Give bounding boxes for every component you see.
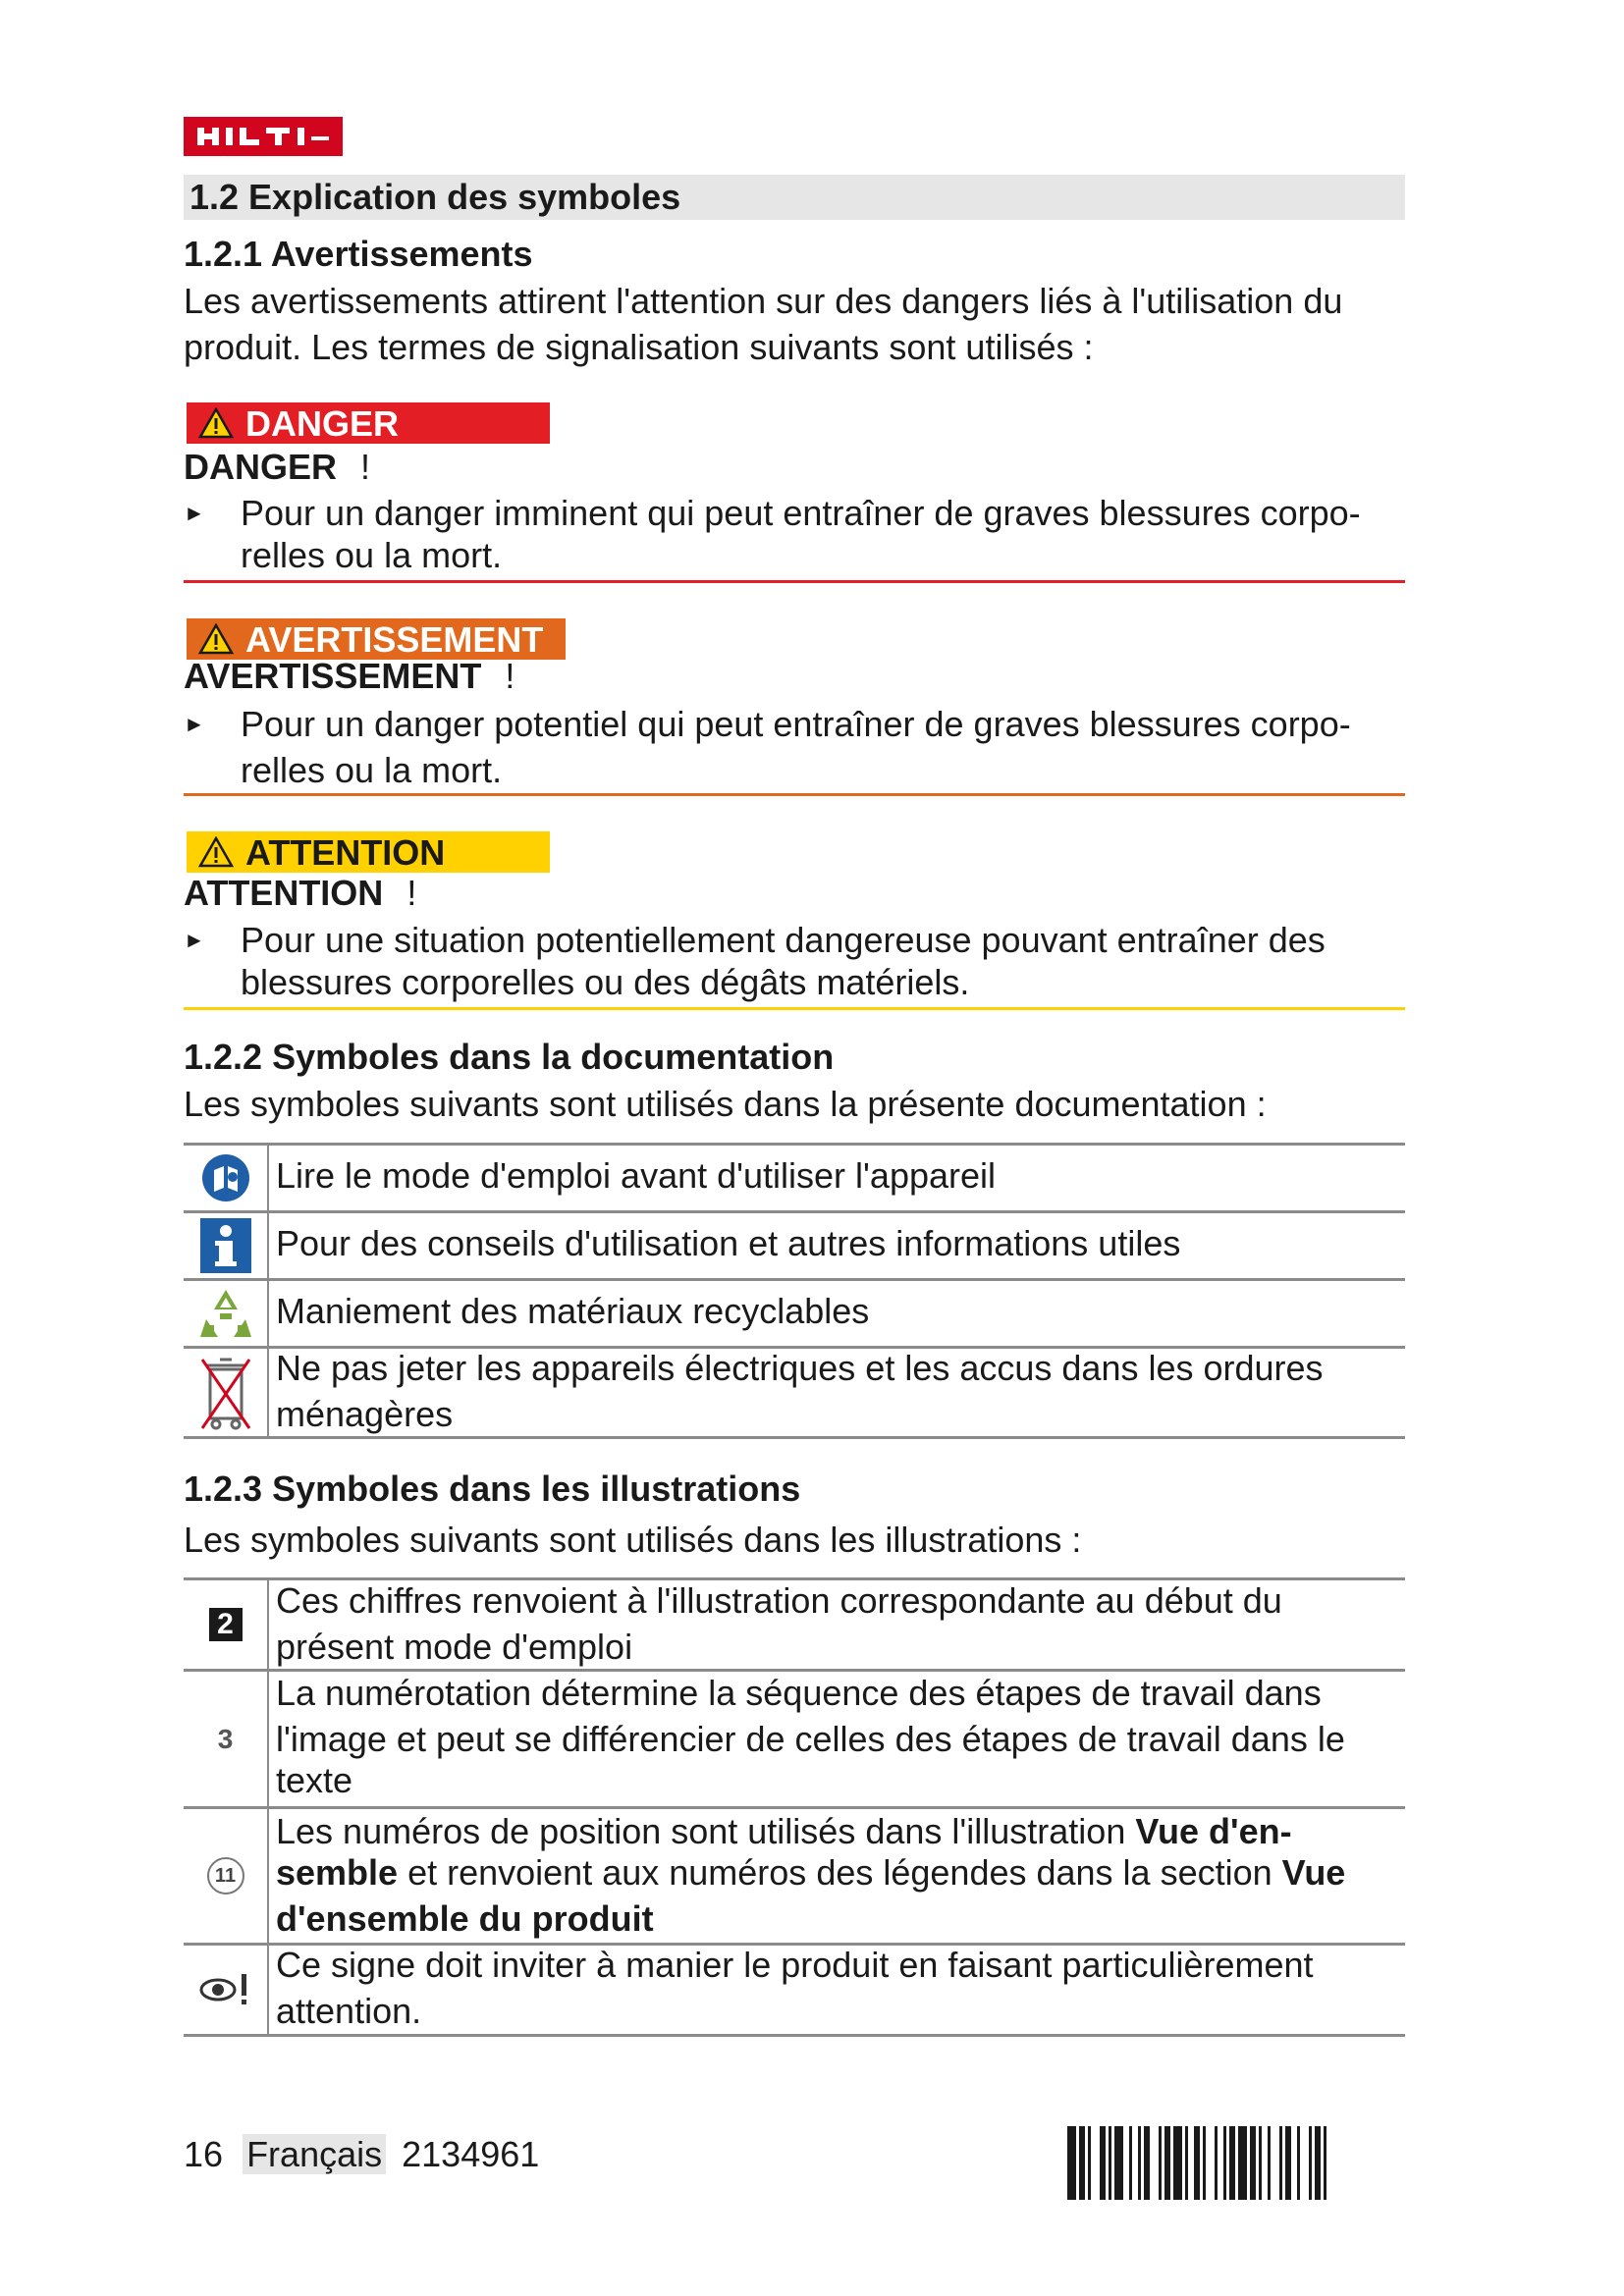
caution-heading <box>184 870 416 916</box>
table-rule <box>184 1278 1405 1281</box>
illustrations-intro: Les symboles suivants sont utilisés dans les illustrations : <box>184 1520 1082 1560</box>
table-rule <box>184 1143 1405 1146</box>
caution-text-line-2: blessures corporelles ou des dégâts matériels. <box>241 962 970 1002</box>
warning-divider <box>184 793 1405 796</box>
info-icon <box>184 1213 267 1278</box>
page-number: 16 <box>184 2134 224 2174</box>
warning-text-line-1: Pour un danger potentiel qui peut entraîner de graves blessures corpo- <box>241 704 1351 744</box>
text-run: Les numéros de position sont utilisés dans l'illustration <box>276 1811 1136 1851</box>
caution-text-line-1: Pour une situation potentiellement dangereuse pouvant entraîner des <box>241 920 1326 960</box>
eye-attention-icon <box>184 1946 267 2034</box>
documentation-row-text: Maniement des matériaux recyclables <box>276 1291 870 1331</box>
warning-triangle-icon <box>187 402 245 444</box>
bullet-arrow-icon: ► <box>184 928 205 952</box>
caution-heading-mark: ! <box>406 873 417 913</box>
illustration-row-text: attention. <box>276 1991 422 2031</box>
illustration-row-text <box>276 1849 1345 1896</box>
table-rule <box>184 2034 1405 2037</box>
caution-label <box>187 831 550 873</box>
warning-text-line-2: relles ou la mort. <box>241 750 503 790</box>
text-run-bold: Vue d'en- <box>1135 1811 1292 1851</box>
illustration-row-text: présent mode d'emploi <box>276 1627 633 1667</box>
text-run-bold: Vue <box>1281 1852 1346 1893</box>
text-run: et renvoient aux numéros des légendes dans la section <box>398 1852 1282 1893</box>
recycle-icon <box>184 1281 267 1346</box>
bullet-arrow-icon: ► <box>184 712 205 736</box>
documentation-row-text: Ne pas jeter les appareils électriques et les accus dans les ordures <box>276 1348 1324 1388</box>
illustration-row-text: texte <box>276 1760 353 1800</box>
step-number: 3 <box>217 1723 234 1754</box>
position-number-symbol <box>184 1809 267 1943</box>
warnings-intro-line-1: Les avertissements attirent l'attention sur des dangers liés à l'utilisation du <box>184 281 1343 321</box>
danger-text-line-2: relles ou la mort. <box>241 535 503 575</box>
warning-heading <box>184 653 514 699</box>
step-number-symbol <box>184 1672 267 1806</box>
warning-heading-mark: ! <box>505 656 515 696</box>
illustration-row-text: Ces chiffres renvoient à l'illustration correspondante au début du <box>276 1580 1282 1621</box>
illustration-row-text <box>276 1808 1292 1854</box>
figure-number-badge: 2 <box>209 1608 243 1641</box>
bullet-arrow-icon: ► <box>184 501 205 525</box>
illustration-row-text: d'ensemble du produit <box>276 1898 654 1939</box>
danger-heading <box>184 444 370 490</box>
illustrations-title: 1.2.3 Symboles dans les illustrations <box>184 1468 801 1509</box>
crossed-bin-icon <box>184 1349 267 1436</box>
danger-text-line-1: Pour un danger imminent qui peut entraîner de graves blessures corpo- <box>241 493 1361 533</box>
documentation-title: 1.2.2 Symboles dans la documentation <box>184 1037 835 1077</box>
warning-label-text: AVERTISSEMENT <box>245 618 544 660</box>
table-column-divider <box>267 1143 269 1439</box>
warning-heading-text: AVERTISSEMENT <box>184 656 482 696</box>
illustration-row-text: l'image et peut se différencier de celles des étapes de travail dans le <box>276 1719 1345 1759</box>
danger-divider <box>184 580 1405 583</box>
position-number-badge: 11 <box>207 1857 244 1895</box>
caution-divider <box>184 1007 1405 1010</box>
danger-heading-mark: ! <box>360 447 371 487</box>
page-footer <box>184 2131 539 2177</box>
read-manual-icon <box>184 1146 267 1210</box>
danger-heading-text: DANGER <box>184 447 338 487</box>
figure-number-symbol <box>184 1580 267 1669</box>
documentation-row-text: ménagères <box>276 1394 454 1434</box>
warning-triangle-icon <box>187 831 245 873</box>
table-rule <box>184 1210 1405 1213</box>
documentation-row-text: Pour des conseils d'utilisation et autres informations utiles <box>276 1223 1181 1263</box>
documentation-intro: Les symboles suivants sont utilisés dans la présente documentation : <box>184 1084 1267 1124</box>
section-title: 1.2 Explication des symboles <box>184 175 1405 220</box>
caution-heading-text: ATTENTION <box>184 873 384 913</box>
hilti-logo <box>184 117 343 156</box>
table-column-divider <box>267 1577 269 2036</box>
danger-label-text: DANGER <box>245 402 400 444</box>
danger-label <box>187 402 550 444</box>
illustration-row-text: Ce signe doit inviter à manier le produit en faisant particulièrement <box>276 1945 1314 1985</box>
footer-language: Français <box>243 2134 386 2174</box>
illustration-row-text: La numérotation détermine la séquence des étapes de travail dans <box>276 1673 1322 1713</box>
barcode <box>1067 2126 1404 2200</box>
caution-label-text: ATTENTION <box>245 831 446 873</box>
warnings-intro-line-2: produit. Les termes de signalisation suivants sont utilisés : <box>184 327 1094 367</box>
text-run-bold: semble <box>276 1852 399 1893</box>
documentation-row-text: Lire le mode d'emploi avant d'utiliser l'appareil <box>276 1155 997 1196</box>
warnings-title: 1.2.1 Avertissements <box>184 234 533 274</box>
footer-doc-number: 2134961 <box>402 2134 540 2174</box>
